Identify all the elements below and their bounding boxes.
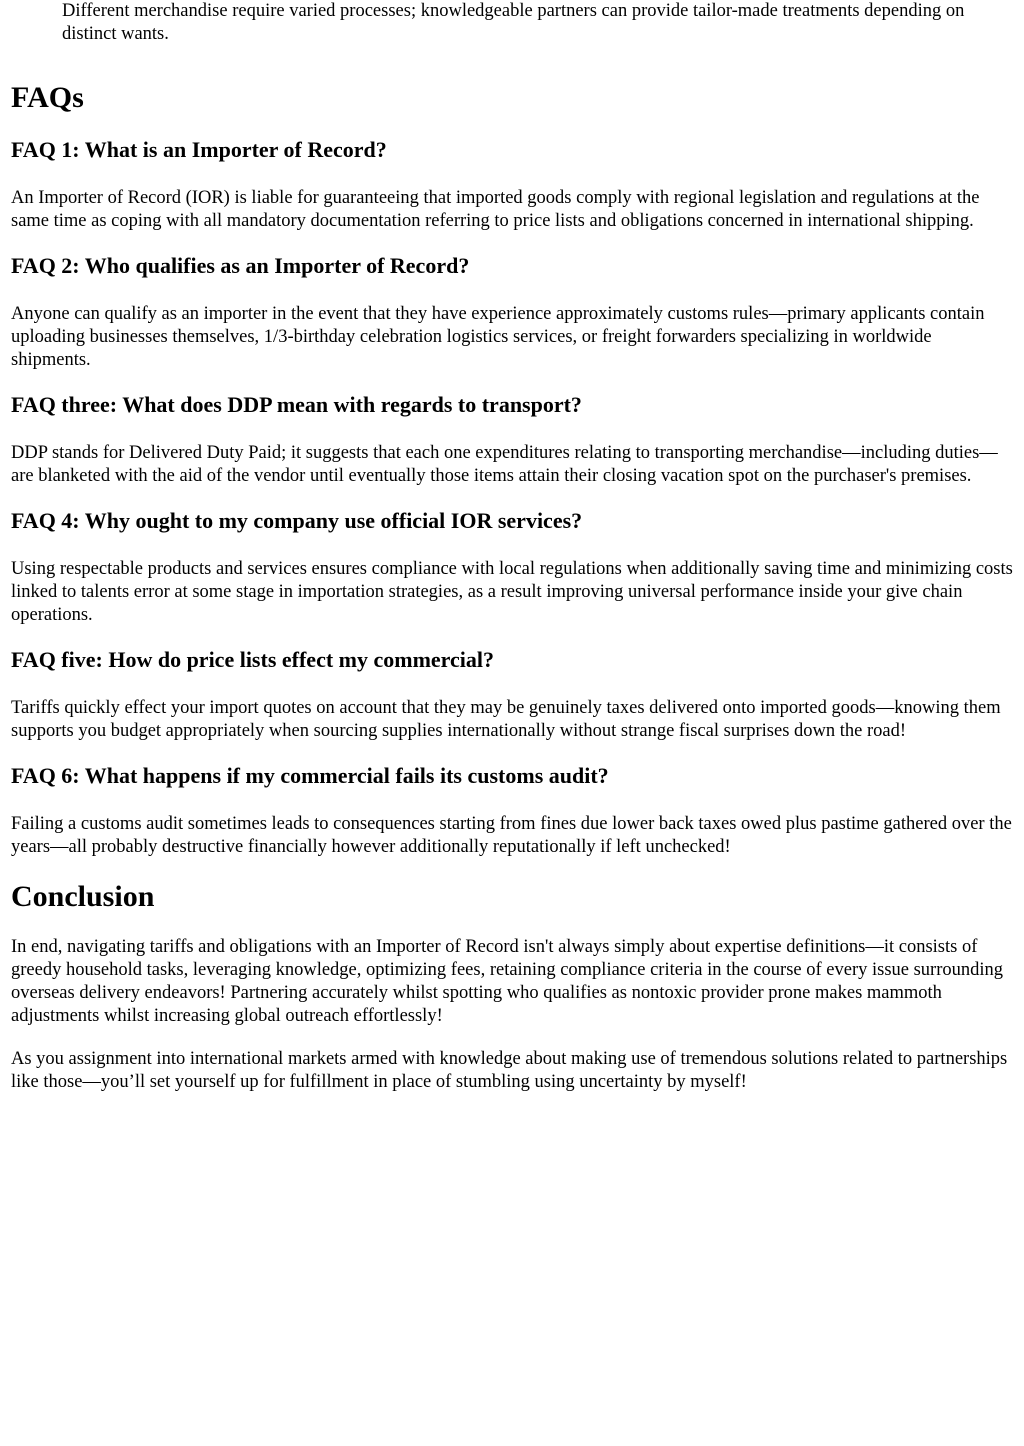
faq-item-6 (11, 762, 1013, 859)
intro-list-item: Different merchandise require varied processes; knowledgeable partners can provide tailor-made treatments depending on distinct wants. (62, 1, 965, 44)
faq-item-3 (11, 391, 1013, 488)
faq-item-2 (11, 252, 1013, 372)
faq-item-5 (11, 646, 1013, 743)
faq-question: FAQ 2: Who qualifies as an Importer of Record? (11, 253, 470, 278)
faq-answer: Failing a customs audit sometimes leads to consequences starting from fines due lower back taxes owed plus pastime gathered over the years—all probably destructive financially however additionally reputationally if left unchecked! (11, 814, 1012, 857)
faq-question: FAQ three: What does DDP mean with regards to transport? (11, 392, 582, 417)
faq-question: FAQ 4: Why ought to my company use official IOR services? (11, 508, 583, 533)
faq-answer: An Importer of Record (IOR) is liable for guaranteeing that imported goods comply with regional legislation and regulations at the same time as coping with all mandatory documentation referring to price lists and obligations concerned in international shipping. (11, 188, 980, 231)
faq-answer: DDP stands for Delivered Duty Paid; it suggests that each one expenditures relating to transporting merchandise—including duties—are blanketed with the aid of the vendor until eventually those items attain their closing vacation spot on the purchaser's premises. (11, 443, 998, 486)
faq-answer: Tariffs quickly effect your import quotes on account that they may be genuinely taxes delivered onto imported goods—knowing them supports you budget appropriately when sourcing supplies internationally without strange fiscal surprises down the road! (11, 698, 1001, 741)
faq-question: FAQ 1: What is an Importer of Record? (11, 137, 387, 162)
conclusion-paragraph-2: As you assignment into international markets armed with knowledge about making use of tremendous solutions related to partnerships like those—you’ll set yourself up for fulfillment in place of stumbling using uncertainty by myself! (11, 1049, 1008, 1092)
faq-answer: Using respectable products and services ensures compliance with local regulations when additionally saving time and minimizing costs linked to talents error at some stage in importation strategies, as a result improving universal performance inside your give chain operations. (11, 559, 1013, 625)
faq-item-1 (11, 136, 1013, 233)
faqs-heading: FAQs (11, 81, 84, 114)
faq-question: FAQ 6: What happens if my commercial fails its customs audit? (11, 763, 609, 788)
faq-question: FAQ five: How do price lists effect my commercial? (11, 647, 495, 672)
faq-answer: Anyone can qualify as an importer in the event that they have experience approximately customs rules—primary applicants contain uploading businesses themselves, 1/3-birthday celebration logistics services, or freight forwarders specializing in worldwide shipments. (11, 304, 985, 370)
conclusion-heading: Conclusion (11, 880, 155, 913)
faq-item-4 (11, 507, 1013, 627)
conclusion-paragraph-1: In end, navigating tariffs and obligations with an Importer of Record isn't always simply about expertise definitions—it consists of greedy household tasks, leveraging knowledge, optimizing fees, retaining compliance criteria in the course of every issue surrounding overseas delivery endeavors! Partnering accurately whilst spotting who qualifies as nontoxic provider prone makes mammoth adjustments whilst increasing global outreach effortlessly! (11, 937, 1004, 1026)
